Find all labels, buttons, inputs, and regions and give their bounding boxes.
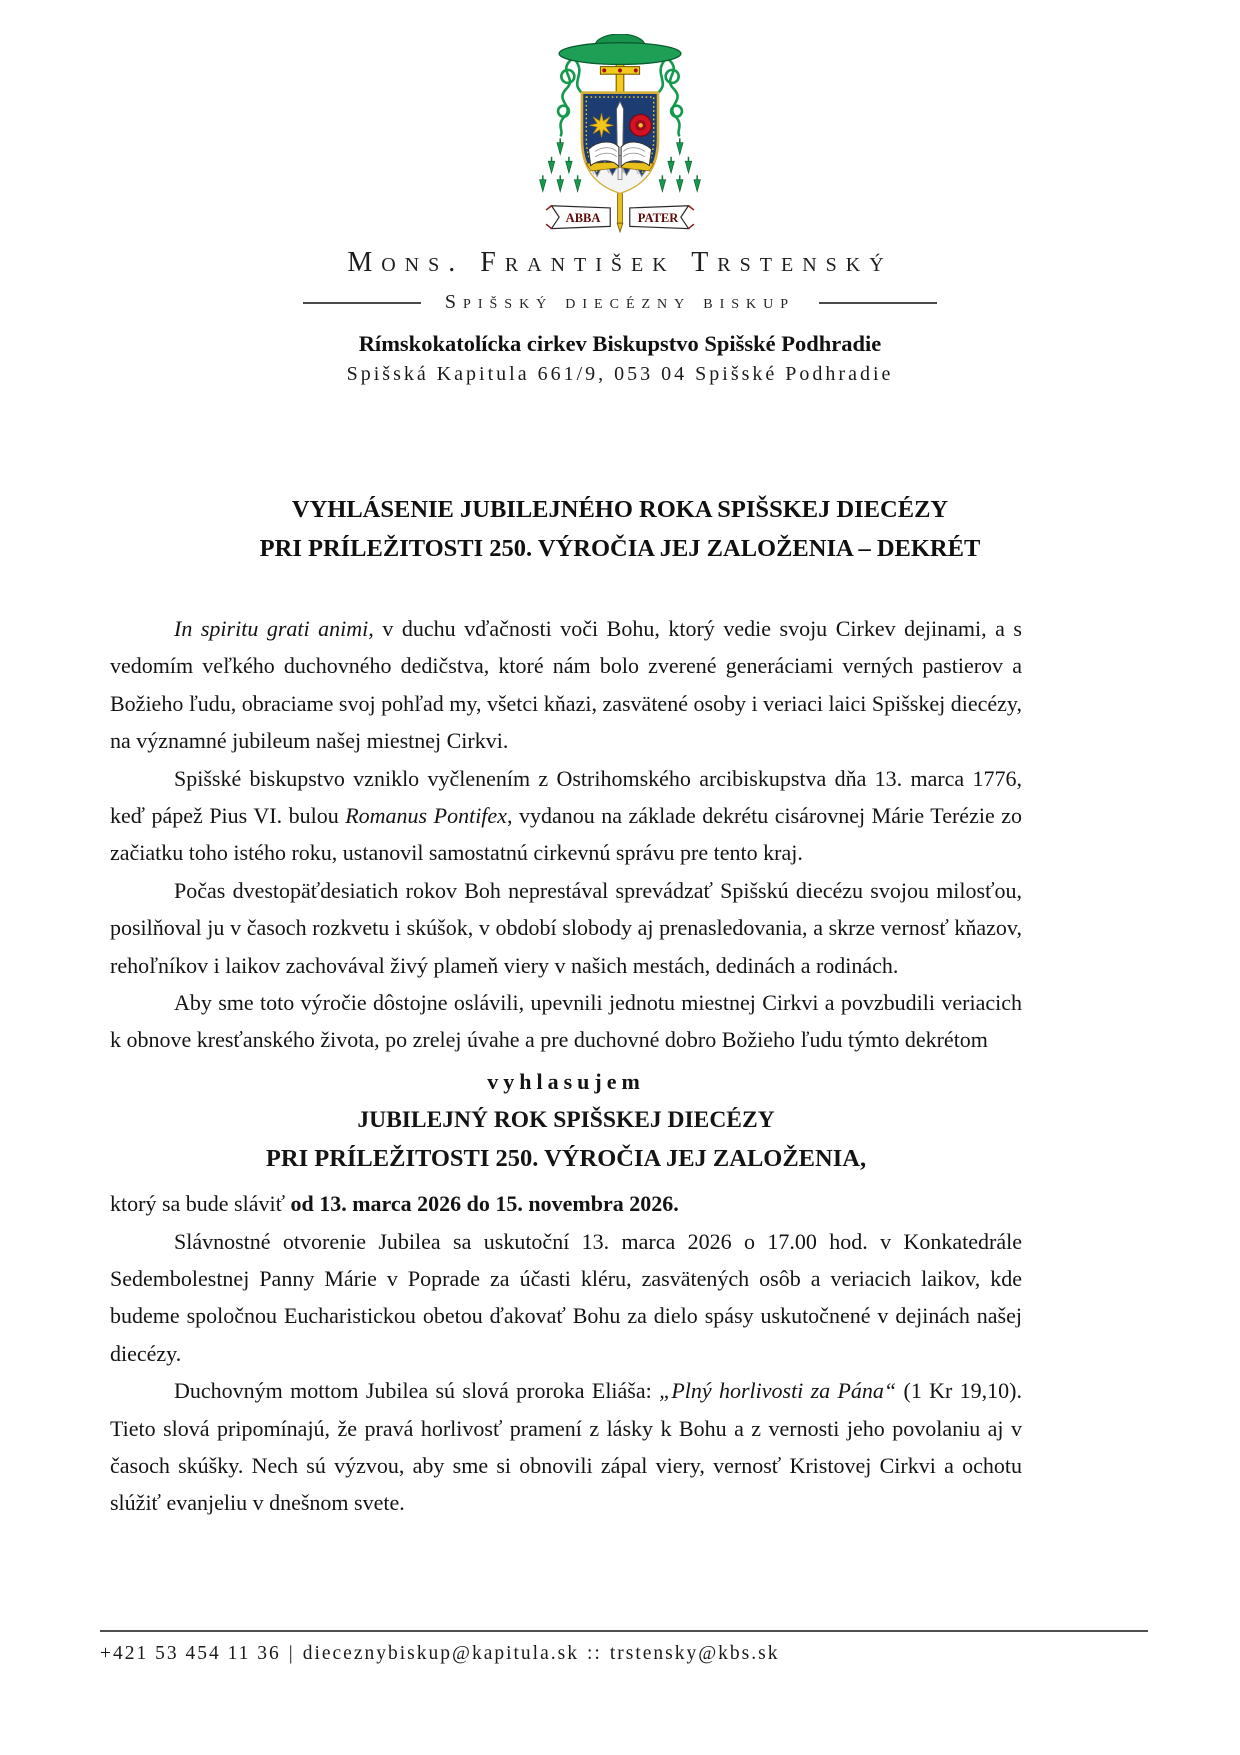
bull-name: Romanus Pontifex bbox=[345, 803, 507, 829]
jubilee-date-range: od 13. marca 2026 do 15. novembra 2026. bbox=[290, 1191, 679, 1217]
paragraph-opening: Slávnostné otvorenie Jubilea sa uskutoční 13. marca 2026 o 17.00 hod. v Konkatedrále Sedembolestnej Panny Márie v Poprade za účasti kléru, zasvätených osôb a veriacich laikov, kde budeme spoločnou Eucharistickou obetou ďakovať Bohu za dielo spásy uskutočnené v dejinách našej diecézy. bbox=[110, 1228, 1022, 1366]
letterhead bbox=[0, 0, 1240, 386]
document-title bbox=[0, 490, 1240, 568]
document-title-line1: VYHLÁSENIE JUBILEJNÉHO ROKA SPIŠSKEJ DIECÉZY bbox=[291, 496, 949, 523]
paragraph-history-a: Spišské biskupstvo vzniklo vyčlenením z Ostrihomského arcibiskupstva dňa 13. marca 1776, keď pápež Pius VI. bulou bbox=[110, 765, 1022, 829]
jubilee-motto: „Plný horlivosti za Pána“ bbox=[659, 1378, 897, 1404]
shield-icon bbox=[580, 93, 660, 200]
star-icon bbox=[590, 113, 614, 137]
declaration-line1: JUBILEJNÝ ROK SPIŠSKEJ DIECÉZY bbox=[357, 1107, 775, 1134]
paragraph-intro bbox=[110, 610, 1022, 760]
paragraph-250-years: Počas dvestopäťdesiatich rokov Boh neprestával sprevádzať Spišskú diecézu svojou milosťou, posilňoval ju v časoch rozkvetu i skúšok, v období slobody aj prenasledovania, a skrze vernosť kňazov, rehoľníkov i laikov zachovával živý plameň viery v našich mestách, dedinách a rodinách. bbox=[110, 877, 1022, 978]
bishop-role-row bbox=[0, 291, 1240, 314]
footer-separator-2: :: bbox=[586, 1643, 602, 1664]
motto-left: ABBA bbox=[565, 211, 601, 226]
paragraph-purpose: Aby sme toto výročie dôstojne oslávili, upevnili jednotu miestnej Cirkvi a povzbudili veriacich k obnove kresťanského života, po zrelej úvahe a pre duchovné dobro Božieho ľudu týmto dekrétom bbox=[110, 990, 1022, 1053]
diocese-address: Spišská Kapitula 661/9, 053 04 Spišské Podhradie bbox=[346, 363, 894, 385]
rule-left bbox=[303, 302, 421, 304]
rose-icon bbox=[630, 114, 652, 136]
motto-right: PATER bbox=[637, 211, 679, 226]
bishop-name: Mons. František Trstenský bbox=[347, 247, 893, 278]
paragraph-history-b: , vydanou na základe dekrétu cisárovnej Márie Terézie zo začiatku toho istého roku, ustanovil samostatnú cirkevnú správu pre tento kraj. bbox=[110, 803, 1022, 866]
document-title-line2: PRI PRÍLEŽITOSTI 250. VÝROČIA JEJ ZALOŽENIA – DEKRÉT bbox=[259, 535, 981, 562]
rule-right bbox=[819, 302, 937, 304]
paragraph-motto-b: (1 Kr 19,10). Tieto slová pripomínajú, že pravá horlivosť pramení z lásky k Bohu a z vernosti jeho povolaniu aj v časoch skúšky. Nech sú výzvou, aby sme si obnovili zápal viery, vernosť Kristovej Cirkvi a ochotu slúžiť evanjeliu v dnešnom svete. bbox=[110, 1378, 1023, 1516]
paragraph-dates bbox=[110, 1185, 1022, 1222]
paragraph-motto bbox=[110, 1372, 1022, 1522]
document-body bbox=[110, 610, 1022, 1522]
latin-phrase: In spiritu grati animi, bbox=[174, 616, 374, 641]
contact-footer bbox=[100, 1630, 1148, 1665]
bishop-role: Spišský diecézny biskup bbox=[444, 291, 796, 313]
footer-separator-1: | bbox=[288, 1643, 295, 1664]
paragraph-intro-text: v duchu vďačnosti voči Bohu, ktorý vedie svoju Cirkev dejinami, a s vedomím veľkého duchovného dedičstva, ktoré nám bolo zverené generáciami verných pastierov a Božieho ľudu, obraciame svoj pohľad my, všetci kňazi, zasvätené osoby i veriaci laici Spišskej diecézy, na významné jubileum našej miestnej Cirkvi. bbox=[110, 616, 1022, 754]
declaration-verb: vyhlasujem bbox=[487, 1068, 645, 1094]
galero-hat-icon bbox=[559, 34, 681, 64]
episcopal-coat-of-arms-icon bbox=[535, 34, 705, 234]
paragraph-dates-a: ktorý sa bude sláviť bbox=[110, 1191, 291, 1217]
email-bishop: dieceznybiskup@kapitula.sk bbox=[302, 1643, 579, 1664]
phone-number: +421 53 454 11 36 bbox=[100, 1643, 281, 1664]
paragraph-history bbox=[110, 760, 1022, 872]
declaration-line2: PRI PRÍLEŽITOSTI 250. VÝROČIA JEJ ZALOŽENIA, bbox=[265, 1144, 867, 1172]
email-personal: trstensky@kbs.sk bbox=[609, 1643, 780, 1664]
paragraph-motto-a: Duchovným mottom Jubilea sú slová proroka Eliáša: bbox=[174, 1378, 660, 1404]
diocese-org-name: Rímskokatolícka cirkev Biskupstvo Spišské Podhradie bbox=[358, 331, 882, 356]
